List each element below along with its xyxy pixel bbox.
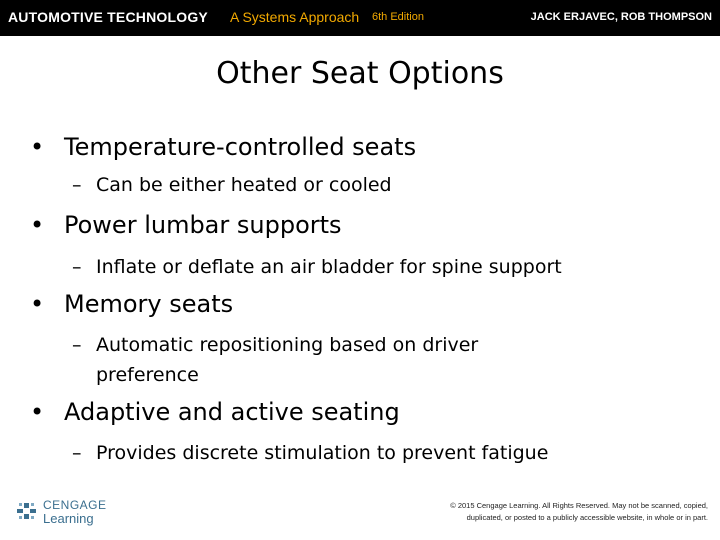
- cengage-logo-icon: [16, 500, 38, 522]
- cengage-logo: [16, 497, 126, 527]
- bullet-dot: •: [30, 398, 45, 426]
- logo-wordmark-bottom: Learning: [43, 511, 94, 526]
- bullet-text: Adaptive and active seating: [64, 398, 400, 426]
- copyright-line: © 2015 Cengage Learning. All Rights Reserved. May not be scanned, copied,: [450, 501, 708, 510]
- book-authors: JACK ERJAVEC, ROB THOMPSON: [530, 11, 712, 23]
- bullet-item: [30, 398, 400, 426]
- book-title: AUTOMOTIVE TECHNOLOGY: [8, 9, 208, 25]
- book-edition: 6th Edition: [372, 11, 424, 23]
- bullet-item: [30, 133, 416, 161]
- bullet-dot: •: [30, 290, 45, 318]
- sub-bullet-text: Inflate or deflate an air bladder for spine support: [96, 256, 562, 278]
- bullet-text: Power lumbar supports: [64, 211, 342, 239]
- sub-bullet-text: Provides discrete stimulation to prevent fatigue: [96, 442, 549, 464]
- header-bar: [0, 0, 720, 36]
- sub-bullet-text: Can be either heated or cooled: [96, 174, 392, 196]
- sub-bullet-dash: –: [72, 256, 82, 278]
- bullet-item: [30, 211, 342, 239]
- bullet-dot: •: [30, 211, 45, 239]
- sub-bullet-item: [72, 438, 706, 468]
- slide-title: Other Seat Options: [216, 56, 504, 91]
- sub-bullet-item: [72, 170, 696, 200]
- bullet-text: Temperature-controlled seats: [64, 133, 417, 161]
- sub-bullet-item: [72, 252, 706, 282]
- sub-bullet-dash: –: [72, 174, 82, 196]
- bullet-item: [30, 290, 233, 318]
- copyright-line: duplicated, or posted to a publicly accessible website, in whole or in part.: [466, 513, 708, 522]
- sub-bullet-dash: –: [72, 442, 82, 464]
- bullet-dot: •: [30, 133, 45, 161]
- book-subtitle: A Systems Approach: [230, 9, 360, 25]
- bullet-text: Memory seats: [64, 290, 234, 318]
- copyright-notice: [408, 500, 708, 524]
- sub-bullet-dash: –: [72, 334, 82, 356]
- sub-bullet-text: Automatic repositioning based on driver preference: [96, 334, 479, 386]
- sub-bullet-item: [72, 330, 566, 390]
- logo-wordmark-top: CENGAGE: [43, 498, 107, 512]
